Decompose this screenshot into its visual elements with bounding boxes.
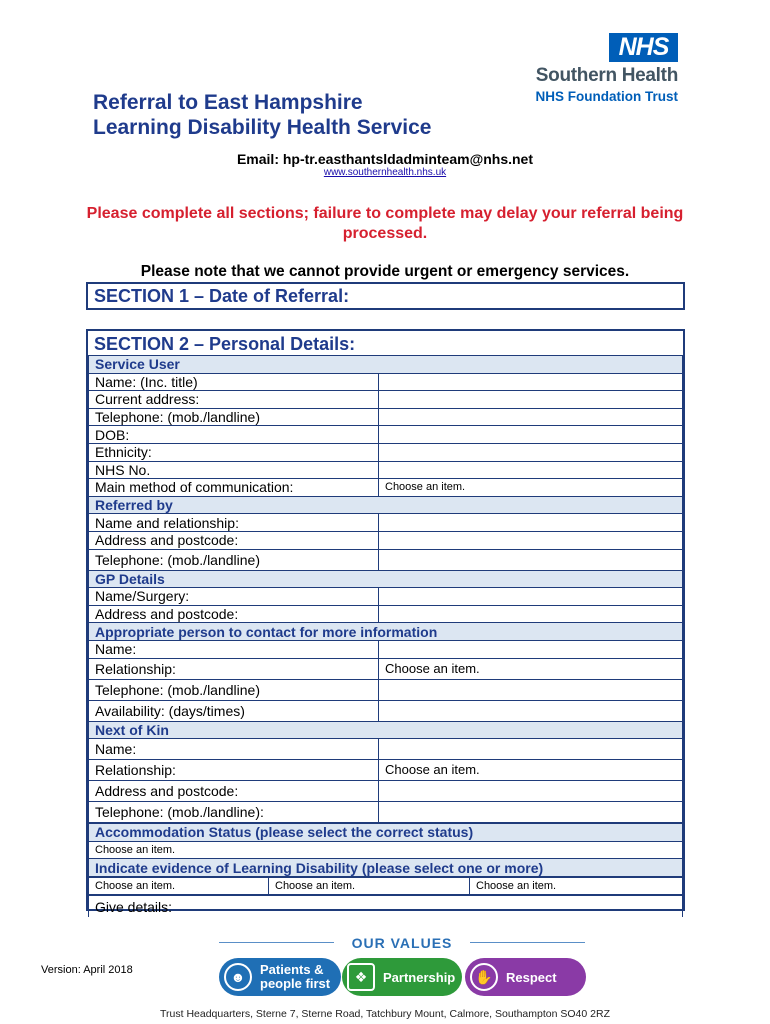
contact-person-heading: Appropriate person to contact for more information bbox=[89, 623, 683, 641]
table-row bbox=[89, 658, 683, 679]
table-row bbox=[89, 479, 683, 497]
version-text: Version: April 2018 bbox=[41, 964, 133, 976]
gp-surgery-field[interactable] bbox=[379, 588, 683, 606]
learning-disability-table bbox=[88, 877, 683, 896]
table-row bbox=[89, 588, 683, 606]
table-row bbox=[89, 760, 683, 781]
trust-address: Trust Headquarters, Sterne 7, Sterne Road, Tatchbury Mount, Calmore, Southampton SO40 2RZ bbox=[160, 1008, 610, 1020]
status-table bbox=[88, 823, 683, 877]
kin-name-field[interactable] bbox=[379, 739, 683, 760]
emergency-note: Please note that we cannot provide urgent or emergency services. bbox=[140, 263, 630, 280]
warning-text: Please complete all sections; failure to complete may delay your referral being processed. bbox=[86, 205, 684, 242]
communication-dropdown[interactable]: Choose an item. bbox=[379, 479, 683, 497]
service-user-heading: Service User bbox=[89, 356, 683, 374]
table-row bbox=[89, 802, 683, 823]
name-field[interactable] bbox=[379, 373, 683, 391]
personal-details-table bbox=[88, 355, 683, 823]
our-values-banner bbox=[219, 934, 585, 952]
field-label: Main method of communication: bbox=[89, 479, 379, 497]
org-subtitle: NHS Foundation Trust bbox=[535, 89, 678, 104]
field-label: Name: bbox=[89, 640, 379, 658]
table-row bbox=[89, 739, 683, 760]
nhs-number-field[interactable] bbox=[379, 461, 683, 479]
title-line-1: Referral to East Hampshire bbox=[93, 91, 363, 114]
handshake-icon: ✋ bbox=[470, 963, 498, 991]
table-row bbox=[89, 426, 683, 444]
website-link[interactable]: www.southernhealth.nhs.uk bbox=[323, 167, 447, 178]
evidence-dropdown-2[interactable]: Choose an item. bbox=[269, 877, 470, 895]
table-row bbox=[89, 549, 683, 570]
field-label: Relationship: bbox=[89, 760, 379, 781]
value-patients-people-first bbox=[219, 958, 341, 996]
section-2-title: SECTION 2 – Personal Details: bbox=[94, 334, 356, 354]
field-label: Name: bbox=[89, 739, 379, 760]
field-label: Ethnicity: bbox=[89, 443, 379, 461]
table-row bbox=[89, 679, 683, 700]
field-label: Availability: (days/times) bbox=[89, 700, 379, 721]
field-label: Address and postcode: bbox=[89, 605, 379, 623]
title-line-2: Learning Disability Health Service bbox=[93, 116, 432, 139]
value-label: Respect bbox=[506, 969, 557, 985]
table-row bbox=[89, 373, 683, 391]
accommodation-dropdown[interactable]: Choose an item. bbox=[89, 841, 683, 859]
field-label: Address and postcode: bbox=[89, 781, 379, 802]
contact-relationship-dropdown[interactable]: Choose an item. bbox=[379, 658, 683, 679]
contact-telephone-field[interactable] bbox=[379, 679, 683, 700]
people-icon: ☻ bbox=[224, 963, 252, 991]
details-table bbox=[88, 895, 683, 917]
nhs-logo: NHS bbox=[609, 33, 678, 62]
field-label: Current address: bbox=[89, 391, 379, 409]
gp-details-heading: GP Details bbox=[89, 570, 683, 588]
ethnicity-field[interactable] bbox=[379, 443, 683, 461]
referrer-name-field[interactable] bbox=[379, 514, 683, 532]
field-label: Name: (Inc. title) bbox=[89, 373, 379, 391]
evidence-dropdown-1[interactable]: Choose an item. bbox=[89, 877, 269, 895]
next-of-kin-heading: Next of Kin bbox=[89, 721, 683, 739]
our-values-title: OUR VALUES bbox=[351, 935, 453, 951]
table-row bbox=[89, 781, 683, 802]
table-row bbox=[89, 605, 683, 623]
gp-address-field[interactable] bbox=[379, 605, 683, 623]
table-row bbox=[89, 531, 683, 549]
telephone-field[interactable] bbox=[379, 408, 683, 426]
page-title bbox=[93, 90, 431, 140]
table-row bbox=[89, 461, 683, 479]
referred-by-heading: Referred by bbox=[89, 496, 683, 514]
referrer-address-field[interactable] bbox=[379, 531, 683, 549]
referrer-telephone-field[interactable] bbox=[379, 549, 683, 570]
accommodation-heading: Accommodation Status (please select the correct status) bbox=[89, 824, 683, 842]
field-label: Telephone: (mob./landline) bbox=[89, 549, 379, 570]
give-details-field[interactable]: Give details: bbox=[89, 896, 683, 917]
field-label: DOB: bbox=[89, 426, 379, 444]
table-row bbox=[89, 408, 683, 426]
divider bbox=[470, 942, 585, 943]
table-row bbox=[89, 514, 683, 532]
value-respect bbox=[465, 958, 586, 996]
field-label: NHS No. bbox=[89, 461, 379, 479]
contact-email: Email: hp-tr.easthantsldadminteam@nhs.net bbox=[236, 151, 534, 167]
contact-name-field[interactable] bbox=[379, 640, 683, 658]
field-label: Name and relationship: bbox=[89, 514, 379, 532]
section-1-date-of-referral[interactable]: SECTION 1 – Date of Referral: bbox=[86, 282, 685, 310]
kin-relationship-dropdown[interactable]: Choose an item. bbox=[379, 760, 683, 781]
table-row bbox=[89, 391, 683, 409]
table-row bbox=[89, 443, 683, 461]
value-label: Patients & people first bbox=[260, 962, 331, 991]
evidence-dropdown-3[interactable]: Choose an item. bbox=[470, 877, 683, 895]
contact-availability-field[interactable] bbox=[379, 700, 683, 721]
field-label: Telephone: (mob./landline): bbox=[89, 802, 379, 823]
table-row bbox=[89, 700, 683, 721]
field-label: Telephone: (mob./landline) bbox=[89, 679, 379, 700]
dob-field[interactable] bbox=[379, 426, 683, 444]
puzzle-icon: ❖ bbox=[347, 963, 375, 991]
org-name: Southern Health bbox=[535, 65, 678, 86]
value-label: Partnership bbox=[383, 969, 456, 985]
section-2-personal-details bbox=[86, 329, 685, 915]
field-label: Name/Surgery: bbox=[89, 588, 379, 606]
field-label: Relationship: bbox=[89, 658, 379, 679]
address-field[interactable] bbox=[379, 391, 683, 409]
field-label: Telephone: (mob./landline) bbox=[89, 408, 379, 426]
field-label: Address and postcode: bbox=[89, 531, 379, 549]
table-row bbox=[89, 640, 683, 658]
value-partnership bbox=[342, 958, 462, 996]
kin-address-field[interactable] bbox=[379, 781, 683, 802]
learning-disability-heading: Indicate evidence of Learning Disability (please select one or more) bbox=[89, 859, 683, 877]
kin-telephone-field[interactable] bbox=[379, 802, 683, 823]
